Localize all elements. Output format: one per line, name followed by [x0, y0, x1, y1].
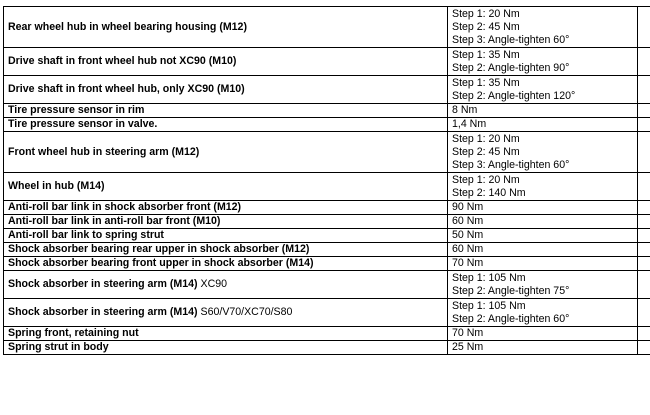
table-row [4, 48, 650, 76]
torque-value-cell [448, 132, 638, 173]
torque-step: 60 Nm [452, 215, 484, 227]
torque-value-cell [448, 173, 638, 201]
torque-step: 70 Nm [452, 257, 484, 269]
torque-value-cell [448, 215, 638, 229]
table-row [4, 243, 650, 257]
table-row [4, 341, 650, 355]
component-name: Shock absorber bearing rear upper in shock absorber (M12) [8, 243, 310, 255]
torque-step: Step 2: Angle-tighten 120° [452, 89, 576, 102]
torque-step: 70 Nm [452, 327, 484, 339]
model-variant: S60/V70/XC70/S80 [200, 306, 293, 318]
table-row [4, 299, 650, 327]
component-cell [4, 257, 448, 271]
torque-value-cell [448, 243, 638, 257]
torque-step: Step 1: 20 Nm [452, 7, 520, 20]
component-name: Shock absorber bearing front upper in shock absorber (M14) [8, 257, 314, 269]
model-variant: XC90 [200, 278, 228, 290]
table-row [4, 215, 650, 229]
torque-spec-table-body [4, 7, 650, 355]
component-name: Tire pressure sensor in valve. [8, 118, 158, 130]
component-cell [4, 118, 448, 132]
component-cell [4, 229, 448, 243]
empty-cell [638, 327, 650, 341]
torque-value-cell [448, 7, 638, 48]
torque-step: 50 Nm [452, 229, 484, 241]
table-row [4, 327, 650, 341]
torque-step: 60 Nm [452, 243, 484, 255]
component-cell [4, 243, 448, 257]
empty-cell [638, 229, 650, 243]
component-cell [4, 132, 448, 173]
torque-value-cell [448, 48, 638, 76]
empty-cell [638, 132, 650, 173]
component-cell [4, 173, 448, 201]
torque-step: Step 1: 35 Nm [452, 76, 520, 89]
torque-step: Step 3: Angle-tighten 60° [452, 33, 570, 46]
component-cell [4, 327, 448, 341]
component-cell [4, 104, 448, 118]
empty-cell [638, 76, 650, 104]
torque-step: Step 2: Angle-tighten 75° [452, 284, 570, 297]
empty-cell [638, 215, 650, 229]
torque-value-cell [448, 257, 638, 271]
component-name: Tire pressure sensor in rim [8, 104, 145, 116]
table-row [4, 7, 650, 48]
torque-step: Step 1: 105 Nm [452, 299, 526, 312]
torque-spec-table [3, 6, 650, 355]
empty-cell [638, 118, 650, 132]
torque-value-cell [448, 327, 638, 341]
empty-cell [638, 173, 650, 201]
torque-step: Step 2: Angle-tighten 60° [452, 312, 570, 325]
component-cell [4, 341, 448, 355]
torque-value-cell [448, 118, 638, 132]
component-name: Anti-roll bar link to spring strut [8, 229, 164, 241]
component-cell [4, 7, 448, 48]
table-row [4, 173, 650, 201]
torque-value-cell [448, 201, 638, 215]
torque-step: Step 1: 35 Nm [452, 48, 520, 61]
component-name: Spring front, retaining nut [8, 327, 139, 339]
empty-cell [638, 104, 650, 118]
component-cell [4, 76, 448, 104]
component-cell [4, 271, 448, 299]
torque-spec-sheet [3, 6, 647, 408]
torque-step: 25 Nm [452, 341, 484, 353]
table-row [4, 271, 650, 299]
torque-value-cell [448, 299, 638, 327]
table-row [4, 201, 650, 215]
component-name: Shock absorber in steering arm (M14) [8, 278, 198, 290]
empty-cell [638, 257, 650, 271]
torque-step: Step 2: 45 Nm [452, 145, 520, 158]
empty-cell [638, 341, 650, 355]
torque-step: Step 2: 140 Nm [452, 186, 526, 199]
component-name: Spring strut in body [8, 341, 109, 353]
torque-step: Step 2: 45 Nm [452, 20, 520, 33]
empty-cell [638, 201, 650, 215]
torque-step: 90 Nm [452, 201, 484, 213]
empty-cell [638, 243, 650, 257]
component-cell [4, 48, 448, 76]
table-row [4, 229, 650, 243]
component-cell [4, 201, 448, 215]
torque-value-cell [448, 271, 638, 299]
component-name: Drive shaft in front wheel hub not XC90 (M10) [8, 55, 237, 67]
empty-cell [638, 48, 650, 76]
component-name: Drive shaft in front wheel hub, only XC90 (M10) [8, 83, 245, 95]
torque-value-cell [448, 104, 638, 118]
torque-step: 1,4 Nm [452, 118, 487, 130]
torque-step: Step 1: 20 Nm [452, 132, 520, 145]
torque-step: Step 3: Angle-tighten 60° [452, 158, 570, 171]
component-cell [4, 299, 448, 327]
component-name: Anti-roll bar link in shock absorber front (M12) [8, 201, 242, 213]
empty-cell [638, 299, 650, 327]
component-name: Shock absorber in steering arm (M14) [8, 306, 198, 318]
torque-step: Step 1: 20 Nm [452, 173, 520, 186]
component-name: Wheel in hub (M14) [8, 180, 105, 192]
torque-value-cell [448, 76, 638, 104]
table-row [4, 257, 650, 271]
empty-cell [638, 271, 650, 299]
table-row [4, 104, 650, 118]
table-row [4, 76, 650, 104]
component-name: Rear wheel hub in wheel bearing housing (M12) [8, 20, 247, 33]
component-cell [4, 215, 448, 229]
empty-cell [638, 7, 650, 48]
component-name: Anti-roll bar link in anti-roll bar front (M10) [8, 215, 221, 227]
component-name: Front wheel hub in steering arm (M12) [8, 145, 200, 158]
torque-step: Step 1: 105 Nm [452, 271, 526, 284]
torque-value-cell [448, 229, 638, 243]
torque-step: Step 2: Angle-tighten 90° [452, 61, 570, 74]
torque-value-cell [448, 341, 638, 355]
torque-step: 8 Nm [452, 104, 478, 116]
table-row [4, 118, 650, 132]
table-row [4, 132, 650, 173]
